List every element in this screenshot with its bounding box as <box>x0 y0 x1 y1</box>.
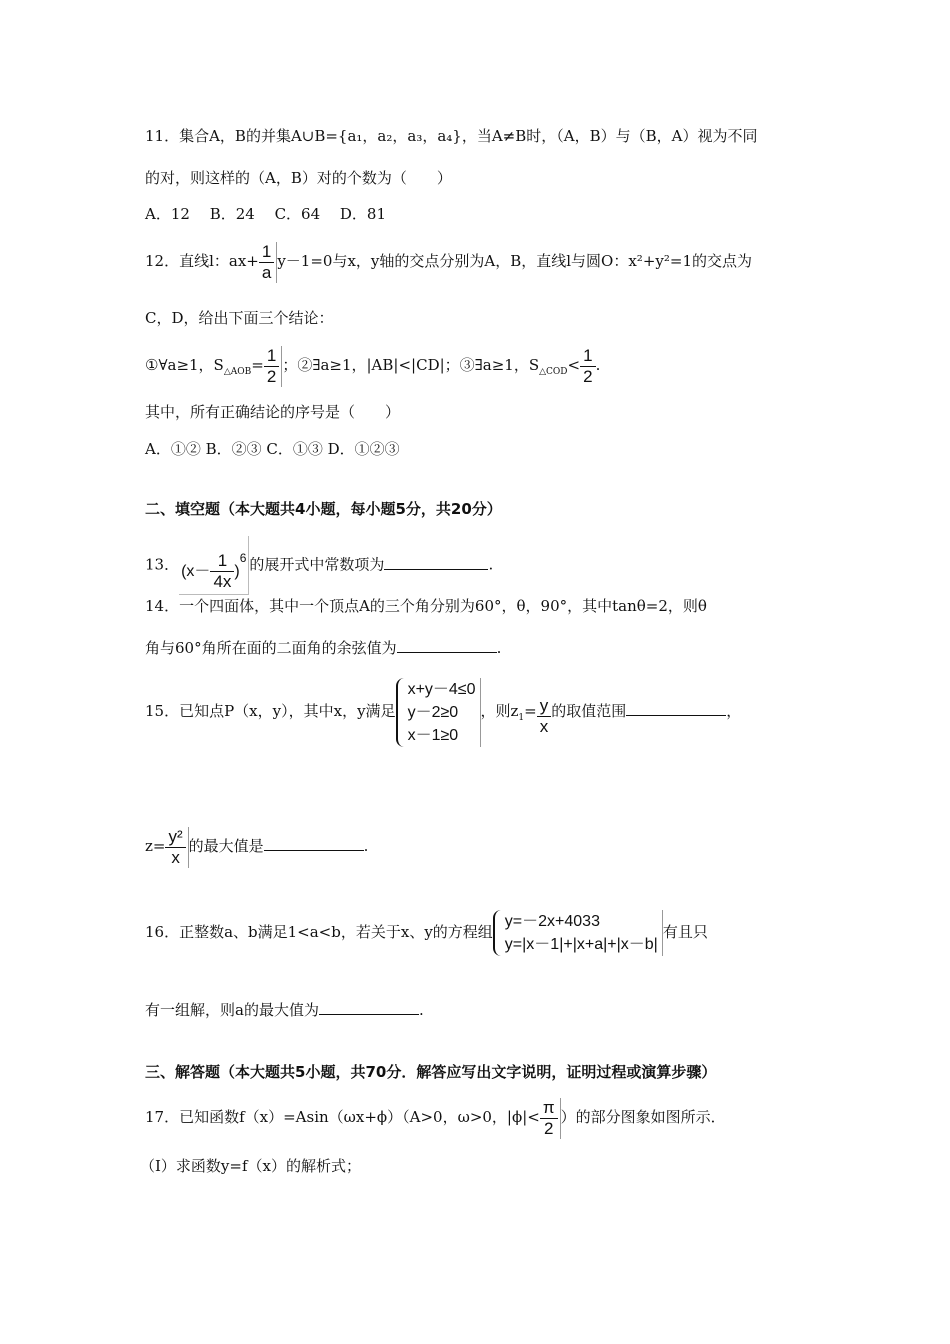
q16-pre: 16．正整数a、b满足1<a<b，若关于x、y的方程组 <box>145 923 493 941</box>
q16-system <box>493 910 663 956</box>
q16-end: . <box>418 1001 424 1019</box>
q15-answer-blank-2[interactable] <box>264 836 364 851</box>
q15-system <box>396 678 481 747</box>
q15-z2-fraction <box>165 827 188 868</box>
q15-sys-row: x+y－4≤0 <box>407 680 476 698</box>
q14-line1: 14．一个四面体，其中一个顶点A的三个角分别为60°，θ，90°，其中tanθ=2，则θ <box>145 597 707 615</box>
q17-pre: 17．已知函数f（x）=Asin（ωx+ϕ）（A>0，ω>0，|ϕ|< <box>145 1108 540 1126</box>
section2-heading: 二、填空题（本大题共4小题，每小题5分，共20分） <box>145 500 502 518</box>
q12-pre: 12．直线l：ax+ <box>145 252 259 270</box>
q16-sys-row: y=|x－1|+|x+a|+|x－b| <box>504 936 658 953</box>
q17-part1: （Ⅰ）求函数y=f（x）的解析式； <box>140 1157 361 1175</box>
q15-z2-num: y² <box>168 826 183 846</box>
q15-post: 的取值范围 <box>551 702 627 720</box>
q12-c1-sub: △AOB <box>223 367 252 377</box>
q12-c1-fraction <box>264 346 282 387</box>
q15-pre: 15．已知点P（x，y），其中x，y满足 <box>145 702 396 720</box>
q12-c3-sub: △COD <box>539 367 568 377</box>
q13-end: . <box>488 555 494 574</box>
q15-z2-end: . <box>363 837 369 855</box>
q12-c1-eq: = <box>251 356 264 374</box>
q16-answer-blank[interactable] <box>319 1000 419 1015</box>
q17-post: ）的部分图象如图所示． <box>560 1108 726 1126</box>
q15-fraction <box>537 696 552 737</box>
q12-fraction <box>259 242 277 283</box>
q12-c3-den: 2 <box>580 366 595 387</box>
q12-c1-pre: ①∀a≥1，S <box>145 356 224 374</box>
q12-c3-num: 1 <box>583 345 593 365</box>
q12-c3-lt: < <box>567 356 581 374</box>
q14-end: . <box>496 639 502 657</box>
q12-options: A．①② B．②③ C．①③ D．①②③ <box>145 440 400 458</box>
q12-line1 <box>145 238 752 284</box>
q17-frac-den: 2 <box>540 1118 558 1139</box>
q15-line2 <box>145 818 368 874</box>
q11-line2: 的对，则这样的（A，B）对的个数为（ ） <box>145 169 452 187</box>
q12-frac-den: a <box>259 262 274 283</box>
q14-line2 <box>145 638 501 658</box>
q15-sys-row: y－2≥0 <box>407 703 459 721</box>
q12-post: y－1=0与x，y轴的交点分别为A，B，直线l与圆O：x²+y²=1的交点为 <box>277 252 752 270</box>
q16-line2 <box>145 1000 424 1020</box>
q15-comma: ， <box>726 702 742 720</box>
q15-z2-post: 的最大值是 <box>188 837 264 855</box>
q12-line2: C，D，给出下面三个结论： <box>145 309 334 327</box>
q14-answer-blank[interactable] <box>397 638 497 653</box>
q15-frac-den: x <box>537 716 552 737</box>
q12-c2: ；②∃a≥1，|AB|<|CD|；③∃a≥1，S <box>282 356 540 374</box>
q12-c3-fraction <box>580 346 595 387</box>
q12-c3-end: . <box>595 356 601 374</box>
q13-answer-blank[interactable] <box>384 555 488 570</box>
q15-mid: ，则z <box>480 702 519 720</box>
q16-line2-text: 有一组解，则a的最大值为 <box>145 1001 319 1019</box>
q15-brace-icon <box>396 678 406 747</box>
q15-mid-sub: 1 <box>518 713 525 723</box>
q13-exponent: 6 <box>239 551 247 565</box>
q14-line2-text: 角与60°角所在面的二面角的余弦值为 <box>145 639 397 657</box>
q15-z2-den: x <box>165 847 185 868</box>
q13-expr-pre: (x－ <box>181 563 211 580</box>
q15-sys-row: x－1≥0 <box>407 726 459 744</box>
q16-line1 <box>145 902 708 962</box>
q13-expr-fraction <box>210 551 234 592</box>
q11-line1: 11．集合A，B的并集A∪B={a₁，a₂，a₃，a₄}，当A≠B时，（A，B）与（B，A）视为不同 <box>145 127 758 145</box>
q15-answer-blank-1[interactable] <box>626 701 726 716</box>
q15-z2-pre: z= <box>145 837 166 855</box>
q12-line4: 其中，所有正确结论的序号是（ ） <box>145 403 401 421</box>
q12-c1-num: 1 <box>266 345 277 365</box>
q15-mid-eq: = <box>524 702 537 720</box>
q13-expression <box>179 536 249 595</box>
q12-c1-den: 2 <box>264 366 279 387</box>
q15-frac-num: y <box>539 696 549 715</box>
q16-post: 有且只 <box>662 923 708 941</box>
q12-frac-num: 1 <box>261 241 272 261</box>
q17-frac-num: π <box>542 1097 555 1117</box>
q13-text: 的展开式中常数项为 <box>249 555 385 574</box>
q17-line1 <box>145 1092 726 1142</box>
q15-line1 <box>145 668 741 761</box>
q13-line <box>145 536 493 595</box>
q13-num: 13． <box>145 555 180 574</box>
section3-heading: 三、解答题（本大题共5小题，共70分．解答应写出文字说明，证明过程或演算步骤） <box>145 1063 717 1081</box>
q16-sys-row: y=－2x+4033 <box>504 913 600 930</box>
q17-fraction <box>540 1098 561 1139</box>
q11-options: A．12 B．24 C．64 D．81 <box>145 205 387 223</box>
q13-expr-post: ) <box>234 563 240 580</box>
q13-expr-den: 4x <box>210 571 234 592</box>
q12-conclusions <box>145 342 600 395</box>
q13-expr-num: 1 <box>217 551 228 571</box>
q16-brace-icon <box>493 910 503 956</box>
